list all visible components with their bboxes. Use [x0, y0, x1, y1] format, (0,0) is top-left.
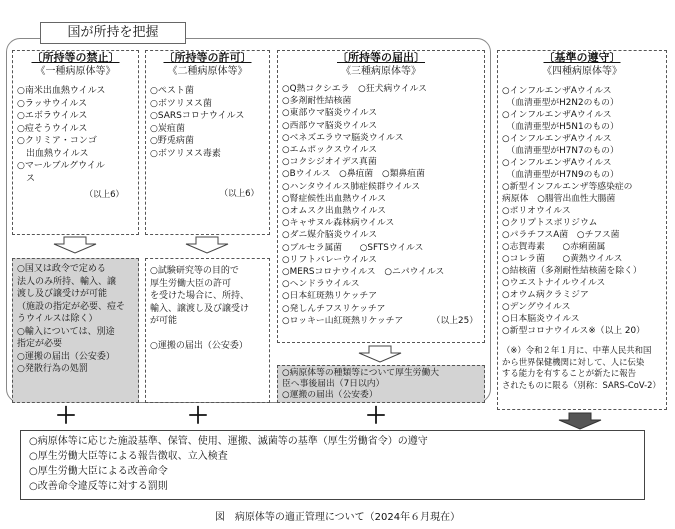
list-item: ○インフルエンザAウイルス [502, 110, 612, 120]
col3-title: 〔所持等の届出〕 [337, 51, 425, 64]
list-item: ○発散行為の処罰 [17, 364, 88, 374]
col3-count-note: （以上25） [431, 315, 478, 326]
list-item: ○腎症候性出血熱ウイルス [282, 193, 386, 204]
col2-lower-box [145, 258, 270, 403]
list-item: （血清亜型がH7N7のもの） [502, 146, 619, 156]
list-item: ○インフルエンザAウイルス [502, 134, 612, 144]
requirement-item: ○厚生労働大臣等による報告徴収、立入検査 [29, 451, 228, 462]
col1-lower-box [12, 258, 139, 403]
list-item: ○日本紅斑熱リケッチア [282, 291, 378, 302]
list-item: 法人のみ所持、輸入、譲 [17, 276, 117, 287]
list-item: ○インフルエンザAウイルス [502, 86, 612, 96]
list-item: ○輸入については、別途 [17, 326, 115, 337]
list-item: ○ペスト菌 [150, 86, 194, 96]
list-item: ○国又は政令で定める [17, 264, 106, 274]
list-item: ○マールブルグウイル [17, 161, 105, 171]
list-item: ○コクシジオイデス真菌 [282, 157, 377, 168]
list-item: ○炭疽菌 [150, 123, 185, 134]
list-item: 臣へ事後届出（7日以内） [282, 379, 385, 389]
col2-items [146, 85, 269, 160]
list-item: ○結核菌（多剤耐性結核菌を除く） [502, 266, 642, 276]
list-item: 出血熱ウイルス [17, 148, 89, 159]
list-item: ○運搬の届出（公安委） [150, 340, 248, 351]
col2-upper-box [145, 50, 270, 235]
col4-subtitle: 《四種病原体等》 [542, 66, 622, 77]
requirement-item: ○改善命令違反等に対する罰則 [29, 481, 168, 492]
list-item: ○デングウイルス [502, 302, 571, 312]
col2-down-arrow-icon [182, 236, 232, 254]
list-item: ○クリプトスポリジウム [502, 218, 598, 228]
list-item: ○志賀毒素 ○赤痢菌属 [502, 242, 606, 252]
list-item: ○ダニ媒介脳炎ウイルス [282, 230, 378, 241]
list-item: ○南米出血熱ウイルス [17, 86, 106, 96]
spacer [150, 328, 265, 340]
list-item: ○オムスク出血熱ウイルス [282, 206, 386, 217]
list-item: うウイルスは除く） [17, 314, 98, 324]
footnote-line: されたものに限る（別称：SARS-CoV-2） [502, 379, 661, 390]
list-item: ○運搬の届出（公安委） [282, 390, 378, 400]
list-item: 渡し及び譲受けが可能 [17, 289, 108, 299]
list-item: が可能 [150, 316, 178, 326]
requirement-item: ○厚生労働大臣による改善命令 [29, 466, 168, 477]
last-item-row [282, 315, 484, 327]
list-item: ○クリミア・コンゴ [17, 136, 97, 146]
footnote-line: する能力を有することが新たに報告 [502, 368, 636, 378]
list-item: ○ベネズエラウマ脳炎ウイルス [282, 132, 404, 143]
list-item: ○インフルエンザAウイルス [502, 158, 612, 168]
col1-down-arrow-icon [50, 236, 100, 254]
list-item: ○西部ウマ脳炎ウイルス [282, 120, 378, 131]
header-label: 国が所持を把握 [40, 22, 186, 44]
list-item: ○日本脳炎ウイルス [502, 314, 580, 324]
col1-count-note: （以上6） [84, 190, 124, 200]
list-item: ○病原体等の種類等について厚生労働大 [282, 368, 440, 378]
list-item: ○ウエストナイルウイルス [502, 278, 606, 288]
col1-subtitle: 《一種病原体等》 [35, 66, 116, 77]
list-item: ○Q熱コクシエラ ○狂犬病ウイルス [282, 84, 427, 94]
list-item: ○SARSコロナウイルス [150, 111, 245, 121]
col1-upper-box [12, 50, 139, 235]
col3-upper-box [277, 50, 485, 343]
list-item: 厚生労働大臣の許可 [150, 278, 232, 289]
list-item: ○MERSコロナウイルス ○ニパウイルス [282, 267, 445, 278]
list-item: ○ボツリヌス菌 [150, 98, 212, 109]
list-item: （血清亜型がH7N9のもの） [502, 170, 619, 180]
list-item: ○新型コロナウイルス※（以上 20） [502, 326, 645, 336]
list-item: ○キャサヌル森林病ウイルス [282, 218, 395, 229]
figure-caption: 図 病原体等の適正管理について（2024年６月現在） [214, 512, 461, 523]
list-item: ○Bウイルス ○鼻疽菌 ○類鼻疽菌 [282, 169, 425, 180]
plus-sign-3: ＋ [365, 404, 388, 429]
list-item: ○コレラ菌 ○黄熱ウイルス [502, 254, 623, 264]
common-requirements-box [20, 430, 645, 500]
col4-box [497, 50, 667, 410]
col4-down-arrow-icon [555, 412, 605, 430]
list-item: 指定が必要 [17, 339, 63, 349]
list-item: ○運搬の届出（公安委） [17, 351, 115, 362]
list-item: ○ヘンドラウイルス [282, 279, 360, 290]
col4-items [498, 85, 666, 337]
col3-items [278, 83, 484, 327]
col4-title: 〔基準の遵守〕 [543, 51, 621, 64]
list-item: を受けた場合に、所持、 [150, 291, 250, 301]
col2-subtitle: 《二種病原体等》 [167, 66, 248, 77]
list-item: ○ラッサウイルス [17, 98, 88, 109]
col3-subtitle: 《三種病原体等》 [341, 66, 421, 77]
list-item: （施設の指定が必要、痘そ [17, 301, 126, 312]
col2-count-note: （以上6） [219, 189, 259, 199]
col1-items [13, 85, 138, 185]
list-item: ○オウム病クラミジア [502, 290, 589, 300]
col3-lower-box [277, 365, 485, 403]
footnote-line: （※）令和２年１月に、中華人民共和国 [502, 345, 652, 355]
list-item: 輸入、譲渡し及び譲受け [150, 303, 250, 314]
requirement-item: ○病原体等に応じた施設基準、保管、使用、運搬、滅菌等の基準（厚生労働省令）の遵守 [29, 436, 428, 447]
list-item: ○エボラウイルス [17, 111, 88, 121]
list-item: ス [17, 173, 36, 184]
list-item: ○ポリオウイルス [502, 206, 571, 216]
list-item: ○パラチフスA菌 ○チフス菌 [502, 230, 620, 240]
list-item: ○野兎病菌 [150, 136, 194, 146]
list-item: ○ロッキー山紅斑熱リケッチア [282, 315, 404, 326]
plus-sign-1: ＋ [55, 404, 78, 429]
col4-footnote [498, 345, 666, 391]
col3-down-arrow-icon [355, 345, 405, 363]
list-item: ○リフトバレーウイルス [282, 254, 377, 265]
footnote-line: から世界保健機関に対して、人に伝染 [502, 356, 645, 367]
col2-title: 〔所持等の許可〕 [163, 51, 252, 64]
list-item: ○ハンタウイルス肺症候群ウイルス [282, 181, 421, 192]
list-item: ○試験研究等の目的で [150, 266, 239, 276]
list-item: 病原体 ○腸管出血性大腸菌 [502, 194, 616, 204]
list-item: ○新型インフルエンザ等感染症の [502, 182, 633, 192]
plus-sign-2: ＋ [187, 404, 210, 429]
list-item: ○多剤耐性結核菌 [282, 96, 352, 107]
list-item: ○痘そうウイルス [17, 123, 88, 134]
col1-title: 〔所持等の禁止〕 [31, 51, 120, 64]
list-item: ○東部ウマ脳炎ウイルス [282, 108, 378, 119]
list-item: ○エムポックスウイルス [282, 145, 378, 156]
list-item: （血清亜型がH2N2のもの） [502, 98, 619, 108]
list-item: ○ブルセラ属菌 ○SFTSウイルス [282, 242, 424, 253]
list-item: ○ボツリヌス毒素 [150, 148, 221, 159]
list-item: ○発しんチフスリケッチア [282, 303, 386, 314]
list-item: （血清亜型がH5N1のもの） [502, 122, 619, 132]
